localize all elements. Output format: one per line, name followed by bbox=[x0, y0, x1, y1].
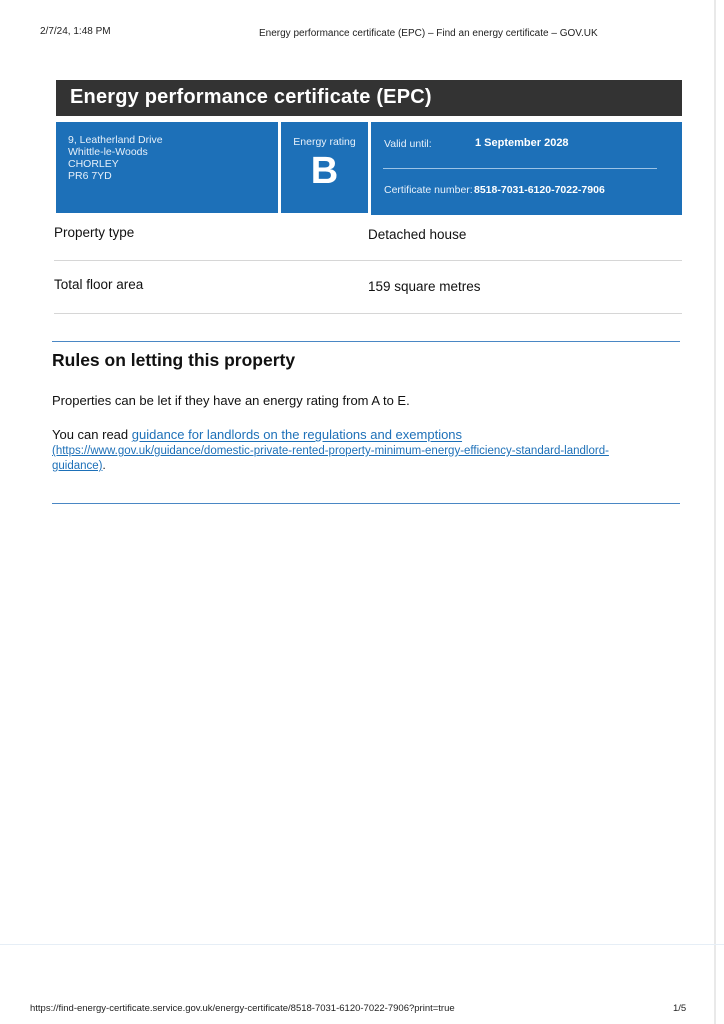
guidance-sentence bbox=[52, 427, 462, 442]
print-page-title: Energy performance certificate (EPC) – Find an energy certificate – GOV.UK bbox=[259, 28, 598, 39]
section-divider bbox=[52, 503, 680, 504]
certificate-title: Energy performance certificate (EPC) bbox=[70, 86, 432, 108]
certificate-number-label: Certificate number: bbox=[384, 184, 473, 196]
print-datetime: 2/7/24, 1:48 PM bbox=[40, 26, 111, 37]
rules-paragraph: Properties can be let if they have an energy rating from A to E. bbox=[52, 393, 410, 408]
scan-edge bbox=[714, 0, 716, 1024]
property-type-value: Detached house bbox=[368, 227, 467, 242]
guidance-suffix: . bbox=[102, 460, 106, 472]
valid-until-value: 1 September 2028 bbox=[475, 137, 569, 149]
guidance-url-line[interactable]: guidance) bbox=[52, 460, 103, 472]
guidance-url-line[interactable]: (https://www.gov.uk/guidance/domestic-private-rented-property-minimum-energy-efficiency-standard-landlord- bbox=[52, 445, 609, 457]
floor-area-label: Total floor area bbox=[54, 277, 144, 292]
row-divider bbox=[54, 313, 682, 314]
guidance-link[interactable]: guidance for landlords on the regulations and exemptions bbox=[131, 427, 463, 442]
rules-heading: Rules on letting this property bbox=[52, 350, 296, 370]
scan-artifact bbox=[0, 944, 724, 945]
row-divider bbox=[54, 260, 682, 261]
validity-panel bbox=[371, 122, 682, 215]
print-page-number: 1/5 bbox=[673, 1003, 687, 1014]
section-divider bbox=[52, 341, 680, 342]
property-type-label: Property type bbox=[54, 225, 135, 240]
address-line: CHORLEY bbox=[68, 158, 119, 170]
valid-until-label: Valid until: bbox=[384, 138, 432, 150]
address-line: Whittle-le-Woods bbox=[68, 146, 148, 158]
guidance-link-url[interactable] bbox=[52, 444, 652, 474]
energy-rating-label: Energy rating bbox=[293, 136, 356, 148]
print-footer-url: https://find-energy-certificate.service.gov.uk/energy-certificate/8518-7031-6120-7022-7906?print=true bbox=[30, 1003, 455, 1014]
guidance-prefix: You can read bbox=[52, 427, 132, 442]
energy-rating-value: B bbox=[310, 150, 339, 192]
address-line: PR6 7YD bbox=[68, 170, 112, 182]
floor-area-value: 159 square metres bbox=[368, 279, 481, 294]
address-line: 9, Leatherland Drive bbox=[68, 134, 163, 146]
validity-divider bbox=[383, 168, 657, 169]
certificate-title-banner bbox=[56, 80, 682, 116]
certificate-number-value: 8518-7031-6120-7022-7906 bbox=[474, 184, 605, 196]
address-panel bbox=[56, 122, 278, 213]
energy-rating-panel bbox=[281, 122, 368, 213]
